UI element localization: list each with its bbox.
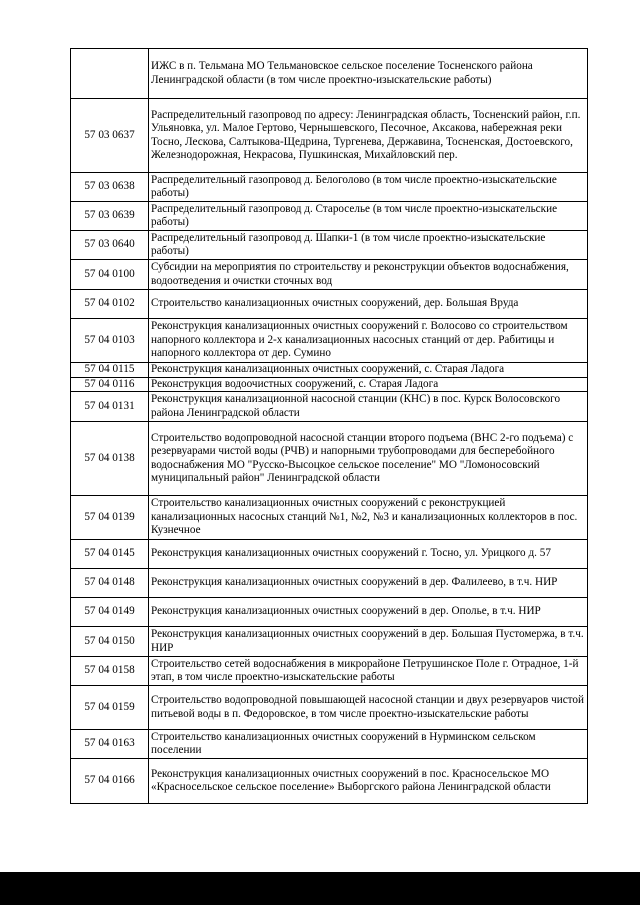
- table-row: [71, 759, 588, 804]
- table-row: [71, 569, 588, 598]
- table-row: [71, 686, 588, 730]
- row-description: Реконструкция водоочистных сооружений, с. Старая Ладога: [149, 377, 588, 392]
- row-description: Распределительный газопровод д. Староселье (в том числе проектно-изыскательские работы): [149, 202, 588, 231]
- row-code: 57 04 0150: [71, 627, 149, 657]
- table-row: [71, 260, 588, 290]
- row-description: Реконструкция канализационных очистных сооружений в дер. Большая Пустомержа, в т.ч. НИР: [149, 627, 588, 657]
- row-code: 57 03 0637: [71, 99, 149, 173]
- row-description: Распределительный газопровод д. Шапки-1 (в том числе проектно-изыскательские работы): [149, 231, 588, 260]
- row-code: 57 04 0138: [71, 422, 149, 496]
- row-description: Реконструкция канализационных очистных сооружений, с. Старая Ладога: [149, 363, 588, 378]
- row-description: Строительство водопроводной повышающей насосной станции и двух резервуаров чистой питьевой воды в п. Федоровское, в том числе проектно-изыскательские работы: [149, 686, 588, 730]
- row-description: Строительство сетей водоснабжения в микрорайоне Петрушинское Поле г. Отрадное, 1-й этап, в том числе проектно-изыскательские работы: [149, 657, 588, 686]
- table-row: [71, 319, 588, 363]
- row-description: Строительство канализационных очистных сооружений с реконструкцией канализационных насосных станций №1, №2, №3 и канализационных коллекторов в пос. Кузнечное: [149, 496, 588, 540]
- row-code: [71, 49, 149, 99]
- row-code: 57 03 0640: [71, 231, 149, 260]
- table-row: [71, 422, 588, 496]
- row-code: 57 04 0100: [71, 260, 149, 290]
- table-row: [71, 496, 588, 540]
- table-row: [71, 540, 588, 569]
- table-row: [71, 627, 588, 657]
- row-description: Реконструкция канализационных очистных сооружений в пос. Красносельское МО «Красносельское сельское поселение» Выборгского района Ленинградской области: [149, 759, 588, 804]
- row-code: 57 04 0148: [71, 569, 149, 598]
- row-code: 57 04 0159: [71, 686, 149, 730]
- row-description: Строительство канализационных очистных сооружений в Нурминском сельском поселении: [149, 730, 588, 759]
- row-code: 57 04 0102: [71, 290, 149, 319]
- row-code: 57 04 0158: [71, 657, 149, 686]
- row-description: Распределительный газопровод д. Белоголово (в том числе проектно-изыскательские работы): [149, 173, 588, 202]
- row-description: Субсидии на мероприятия по строительству и реконструкции объектов водоснабжения, водоотведения и очистки сточных вод: [149, 260, 588, 290]
- table-row: [71, 231, 588, 260]
- row-description: Реконструкция канализационных очистных сооружений в дер. Фалилеево, в т.ч. НИР: [149, 569, 588, 598]
- row-code: 57 04 0139: [71, 496, 149, 540]
- row-code: 57 03 0638: [71, 173, 149, 202]
- table-row: [71, 730, 588, 759]
- row-description: Строительство водопроводной насосной станции второго подъема (ВНС 2-го подъема) с резервуарами чистой воды (РЧВ) и напорными трубопроводами для бесперебойного водоснабжения МО "Русско-Высоцкое сельское поселение" МО "Ломоносовский муниципальный район" Ленинградской области: [149, 422, 588, 496]
- table-row: [71, 290, 588, 319]
- table-body: [71, 49, 588, 804]
- table-row: [71, 392, 588, 422]
- row-code: 57 04 0149: [71, 598, 149, 627]
- table-row: [71, 363, 588, 378]
- row-description: Реконструкция канализационных очистных сооружений г. Тосно, ул. Урицкого д. 57: [149, 540, 588, 569]
- row-description: Строительство канализационных очистных сооружений, дер. Большая Вруда: [149, 290, 588, 319]
- budget-classification-table: [70, 48, 588, 804]
- row-description: ИЖС в п. Тельмана МО Тельмановское сельское поселение Тосненского района Ленинградской области (в том числе проектно-изыскательские работы): [149, 49, 588, 99]
- row-description: Распределительный газопровод по адресу: Ленинградская область, Тосненский район, г.п. Ульяновка, ул. Малое Гертово, Чернышевского, Песочное, Аксакова, набережная реки Тосно, Лескова, Салтыкова-Щедрина, Тургенева, Державина, Тосненская, Достоевского, Железнодорожная, Некрасова, Пушкинская, Михайловский пер.: [149, 99, 588, 173]
- row-code: 57 04 0131: [71, 392, 149, 422]
- table-row: [71, 377, 588, 392]
- row-code: 57 04 0115: [71, 363, 149, 378]
- table-row: [71, 173, 588, 202]
- row-code: 57 04 0166: [71, 759, 149, 804]
- scan-bottom-border: [0, 872, 640, 905]
- table-row: [71, 202, 588, 231]
- row-code: 57 03 0639: [71, 202, 149, 231]
- row-description: Реконструкция канализационной насосной станции (КНС) в пос. Курск Волосовского района Ленинградской области: [149, 392, 588, 422]
- row-code: 57 04 0145: [71, 540, 149, 569]
- row-code: 57 04 0116: [71, 377, 149, 392]
- row-code: 57 04 0163: [71, 730, 149, 759]
- table-row: [71, 49, 588, 99]
- table-row: [71, 598, 588, 627]
- row-description: Реконструкция канализационных очистных сооружений г. Волосово со строительством напорного коллектора и 2-х канализационных насосных станций от дер. Рабитицы и напорного коллектора от дер. Сумино: [149, 319, 588, 363]
- row-description: Реконструкция канализационных очистных сооружений в дер. Ополье, в т.ч. НИР: [149, 598, 588, 627]
- row-code: 57 04 0103: [71, 319, 149, 363]
- table-row: [71, 657, 588, 686]
- table-row: [71, 99, 588, 173]
